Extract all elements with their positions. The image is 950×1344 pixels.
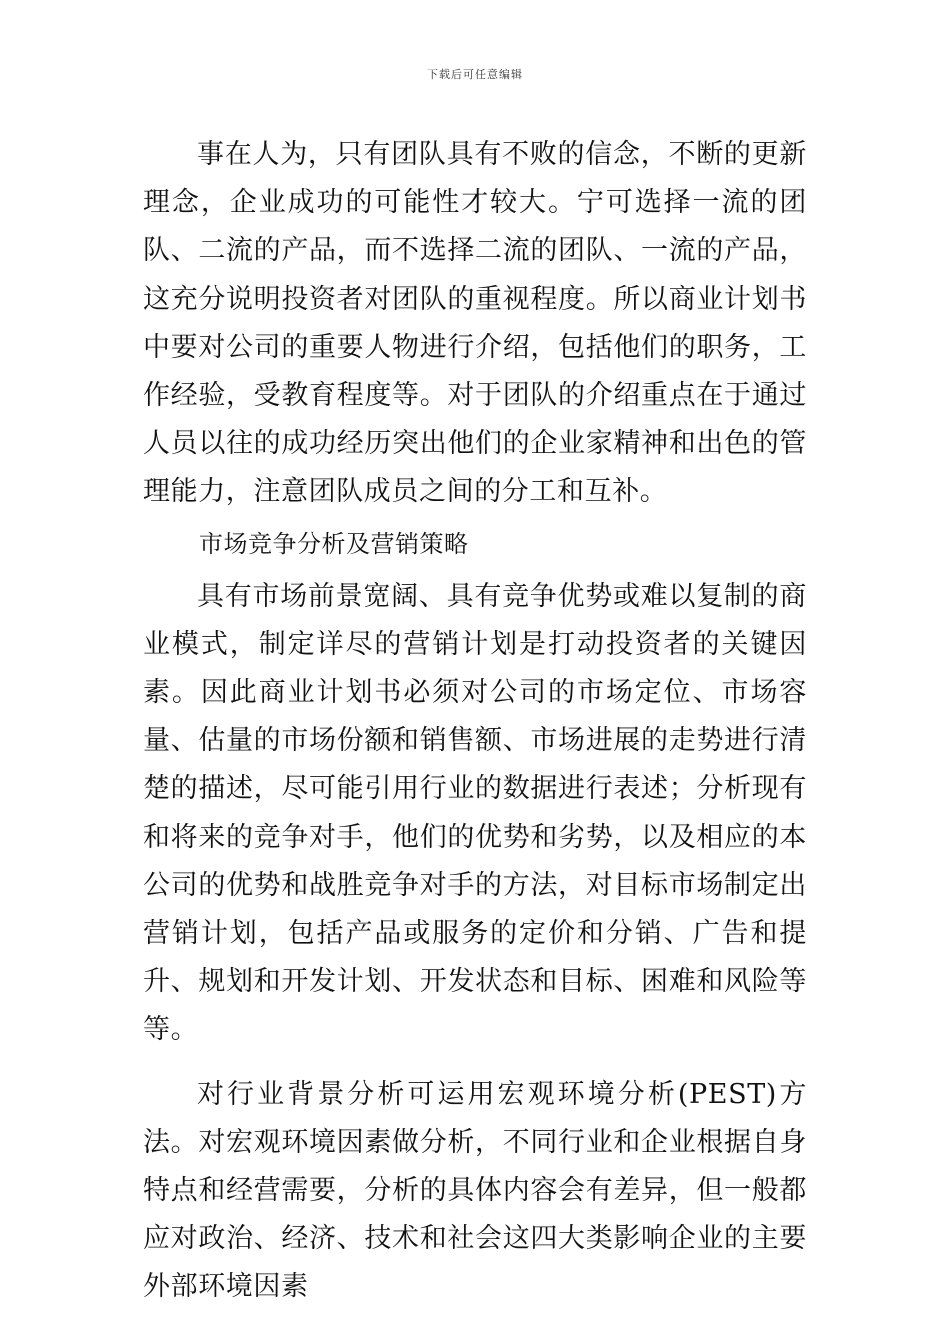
section-heading-market: 市场竞争分析及营销策略 — [199, 529, 469, 558]
paragraph-pest: 对行业背景分析可运用宏观环境分析(PEST)方法。对宏观环境因素做分析，不同行业和企业根据自身特点和经营需要，分析的具体内容会有差异，但一般都应对政治、经济、技术和社会这四大类影响企业的主要外部环境因素 — [143, 1078, 807, 1303]
header-note: 下载后可任意编辑 — [427, 68, 523, 81]
paragraph-team: 事在人为，只有团队具有不败的信念，不断的更新理念，企业成功的可能性才较大。宁可选择一流的团队、二流的产品，而不选择二流的团队、一流的产品，这充分说明投资者对团队的重视程度。所以商业计划书中要对公司的重要人物进行介绍，包括他们的职务，工作经验，受教育程度等。对于团队的介绍重点在于通过人员以往的成功经历突出他们的企业家精神和出色的管理能力，注意团队成员之间的分工和互补。 — [143, 139, 807, 508]
document-body — [143, 131, 807, 1312]
paragraph-marketing: 具有市场前景宽阔、具有竞争优势或难以复制的商业模式，制定详尽的营销计划是打动投资者的关键因素。因此商业计划书必须对公司的市场定位、市场容量、估量的市场份额和销售额、市场进展的走势进行清楚的描述，尽可能引用行业的数据进行表述；分析现有和将来的竞争对手，他们的优势和劣势，以及相应的本公司的优势和战胜竞争对手的方法，对目标市场制定出营销计划，包括产品或服务的定价和分销、广告和提升、规划和开发计划、开发状态和目标、困难和风险等等。 — [143, 580, 807, 1046]
